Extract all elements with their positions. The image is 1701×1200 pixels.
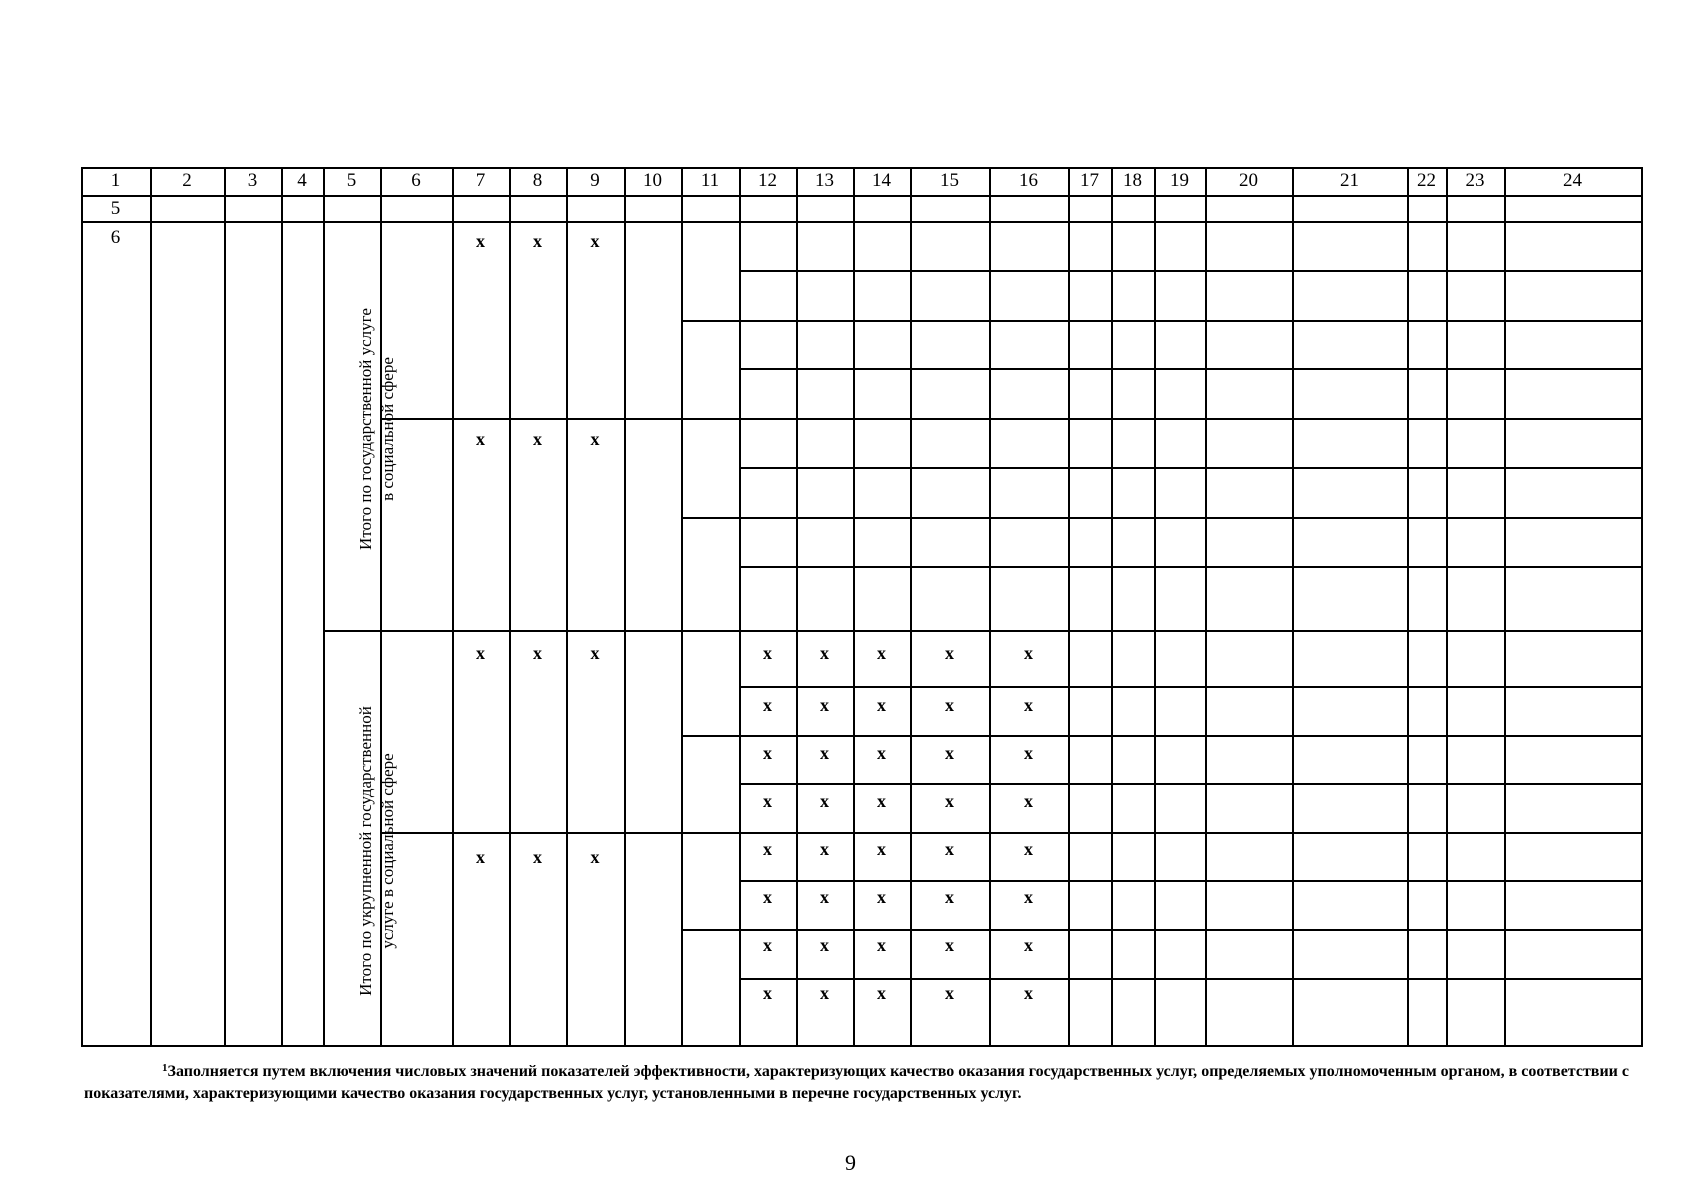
cross-mark: x [877, 935, 886, 955]
cross-mark: x [763, 791, 772, 811]
grid-line-h [380, 832, 1643, 834]
page-number: 9 [845, 1150, 856, 1175]
footnote [84, 1057, 1629, 1105]
grid-line-h [81, 195, 1643, 197]
section1-label: Итого по государственной услуге в социальной сфере [356, 308, 397, 550]
cross-mark: x [763, 935, 772, 955]
row-label-5: 5 [110, 198, 121, 219]
header-col-9: 9 [590, 170, 600, 191]
header-col-8: 8 [532, 170, 543, 191]
cross-mark: x [1024, 935, 1033, 955]
cross-mark: x [945, 839, 954, 859]
cross-mark: x [1024, 791, 1033, 811]
cross-mark: x [476, 429, 485, 449]
grid-line-h [739, 783, 1643, 785]
footnote-text: Заполняется путем включения числовых значений показателей эффективности, характеризующих качество оказания государственных услуг, определяемых уполномоченным органом, в соответствии с показателями, характеризующими качество оказания государственных услуг, установленными в перечне государственных услуг. [84, 1063, 1629, 1102]
cross-mark: x [820, 643, 829, 663]
section2-label: Итого по укрупненной государственной услуге в социальной сфере [356, 706, 397, 996]
header-col-21: 21 [1340, 170, 1359, 191]
cross-mark: x [1024, 695, 1033, 715]
header-col-24: 24 [1563, 170, 1582, 191]
cross-mark: x [1024, 839, 1033, 859]
grid-line-v [853, 167, 855, 1047]
grid-line-v [81, 167, 83, 1047]
header-col-7: 7 [475, 170, 486, 191]
grid-line-h [739, 566, 1643, 568]
cross-mark: x [945, 643, 954, 663]
cross-mark: x [820, 743, 829, 763]
cross-mark: x [877, 983, 886, 1003]
header-col-23: 23 [1465, 170, 1485, 191]
header-col-20: 20 [1239, 170, 1258, 191]
cross-mark: x [533, 643, 542, 663]
grid-line-v [509, 167, 511, 1047]
grid-line-v [1154, 167, 1156, 1047]
header-col-10: 10 [643, 170, 662, 191]
cross-mark: x [590, 429, 600, 449]
cross-mark: x [476, 643, 485, 663]
grid-line-h [739, 880, 1643, 882]
grid-line-h [739, 467, 1643, 469]
grid-line-v [224, 167, 226, 1047]
grid-line-v [1407, 167, 1409, 1047]
grid-line-h [81, 1045, 1643, 1047]
header-col-15: 15 [940, 170, 959, 191]
grid-line-v [1205, 167, 1207, 1047]
grid-line-v [624, 167, 626, 1047]
cross-mark: x [820, 983, 829, 1003]
cross-mark: x [877, 887, 886, 907]
grid-line-h [380, 418, 1643, 420]
grid-line-h [681, 929, 741, 931]
row-label-6: 6 [110, 227, 121, 248]
cross-mark: x [1024, 643, 1033, 663]
cross-mark: x [877, 695, 886, 715]
grid-line-h [739, 978, 1643, 980]
header-col-14: 14 [872, 170, 891, 191]
cross-mark: x [820, 695, 829, 715]
header-col-4: 4 [297, 170, 307, 191]
header-col-16: 16 [1019, 170, 1038, 191]
grid-line-v [681, 167, 683, 1047]
cross-mark: x [877, 791, 886, 811]
cross-mark: x [945, 695, 954, 715]
cross-mark: x [945, 935, 954, 955]
grid-line-h [81, 167, 1643, 169]
cross-mark: x [763, 887, 772, 907]
grid-line-h [81, 221, 1643, 223]
cross-mark: x [1024, 743, 1033, 763]
grid-line-h [681, 517, 741, 519]
header-col-13: 13 [815, 170, 834, 191]
cross-mark: x [1024, 983, 1033, 1003]
cross-mark: x [945, 887, 954, 907]
footnote-marker: 1 [162, 1062, 168, 1074]
grid-line-v [989, 167, 991, 1047]
grid-line-h [681, 735, 741, 737]
grid-line-h [739, 320, 1643, 322]
grid-line-h [739, 929, 1643, 931]
cross-mark: x [590, 231, 600, 251]
header-col-18: 18 [1123, 170, 1142, 191]
header-col-6: 6 [411, 170, 421, 191]
header-col-19: 19 [1170, 170, 1189, 191]
header-col-2: 2 [182, 170, 192, 191]
grid-line-v [566, 167, 568, 1047]
cross-mark: x [763, 839, 772, 859]
cross-mark: x [945, 983, 954, 1003]
grid-line-h [739, 368, 1643, 370]
grid-line-v [281, 167, 283, 1047]
grid-line-v [1068, 167, 1070, 1047]
cross-mark: x [763, 643, 772, 663]
cross-mark: x [820, 839, 829, 859]
header-col-1: 1 [110, 170, 121, 191]
cross-mark: x [945, 791, 954, 811]
cross-mark: x [533, 429, 542, 449]
grid-line-v [739, 167, 741, 1047]
cross-mark: x [945, 743, 954, 763]
cross-mark: x [763, 695, 772, 715]
grid-line-v [1292, 167, 1294, 1047]
grid-line-h [739, 735, 1643, 737]
grid-line-h [323, 630, 1643, 632]
grid-line-v [1504, 167, 1506, 1047]
cross-mark: x [877, 839, 886, 859]
header-col-5: 5 [346, 170, 357, 191]
cross-mark: x [820, 791, 829, 811]
cross-mark: x [877, 643, 886, 663]
grid-line-v [452, 167, 454, 1047]
cross-mark: x [1024, 887, 1033, 907]
grid-line-v [150, 167, 152, 1047]
grid-line-v [1641, 167, 1643, 1047]
grid-line-v [323, 167, 325, 1047]
header-col-12: 12 [758, 170, 777, 191]
cross-mark: x [590, 643, 600, 663]
cross-mark: x [476, 847, 485, 867]
grid-line-h [739, 686, 1643, 688]
cross-mark: x [476, 231, 485, 251]
cross-mark: x [763, 983, 772, 1003]
cross-mark: x [877, 743, 886, 763]
grid-line-h [739, 270, 1643, 272]
grid-line-h [739, 517, 1643, 519]
grid-line-v [1446, 167, 1448, 1047]
cross-mark: x [590, 847, 600, 867]
grid-line-v [796, 167, 798, 1047]
grid-line-h [681, 320, 741, 322]
header-col-17: 17 [1080, 170, 1099, 191]
cross-mark: x [820, 935, 829, 955]
cross-mark: x [763, 743, 772, 763]
header-col-22: 22 [1417, 170, 1436, 191]
grid-line-v [910, 167, 912, 1047]
header-col-3: 3 [247, 170, 258, 191]
cross-mark: x [820, 887, 829, 907]
cross-mark: x [533, 847, 542, 867]
header-col-11: 11 [700, 170, 720, 191]
grid-line-v [1111, 167, 1113, 1047]
cross-mark: x [533, 231, 542, 251]
